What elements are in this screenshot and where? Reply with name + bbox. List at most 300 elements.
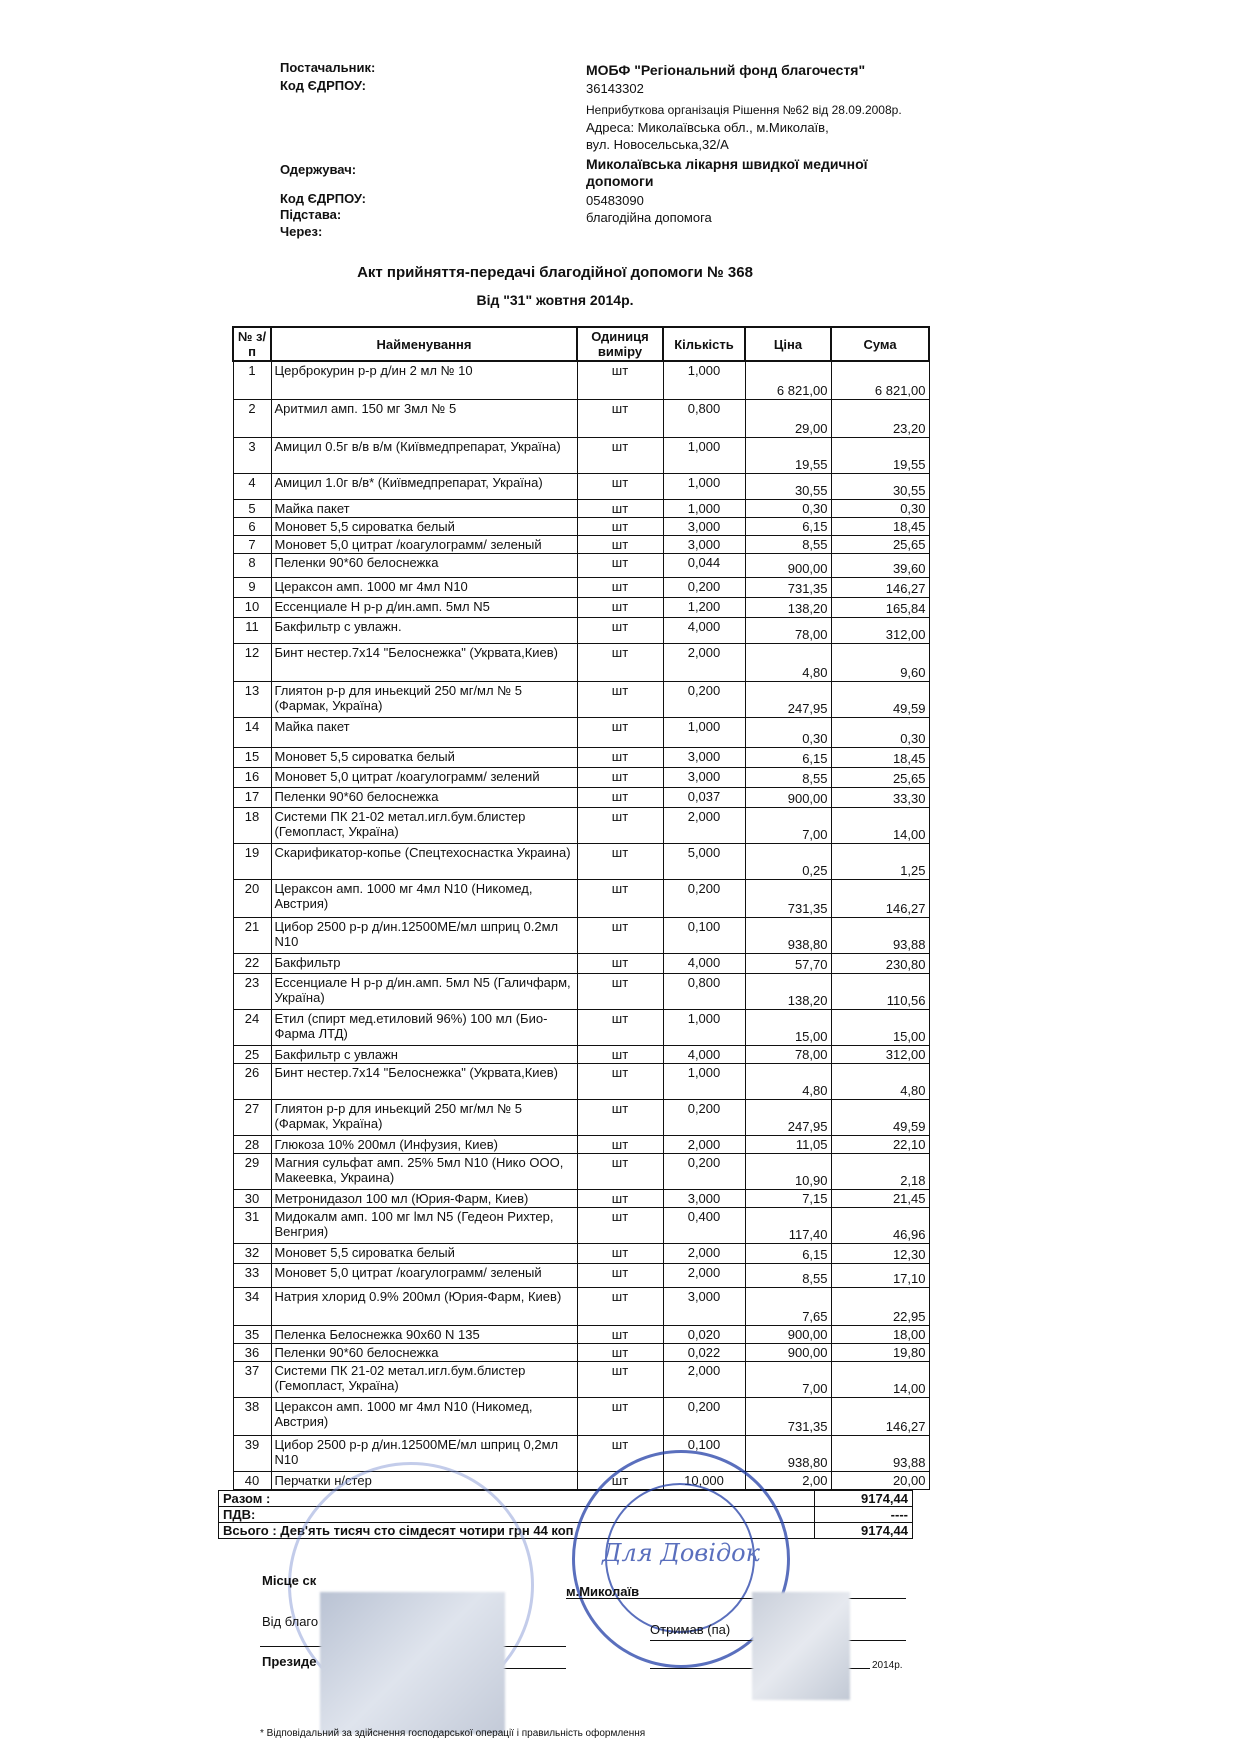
item-unit: шт	[577, 953, 663, 973]
item-name: Натрия хлорид 0.9% 200мл (Юрия-Фарм, Киев)	[271, 1287, 577, 1325]
item-price: 2,00	[745, 1471, 831, 1489]
supplier-label: Постачальник:	[280, 60, 376, 75]
item-qty: 2,000	[663, 1361, 745, 1397]
item-price: 900,00	[745, 787, 831, 807]
address-line-2: вул. Новосельська,32/А	[586, 137, 729, 152]
item-price: 938,80	[745, 917, 831, 953]
president-label: Президе	[262, 1654, 317, 1669]
item-price: 247,95	[745, 681, 831, 717]
item-qty: 0,200	[663, 879, 745, 917]
item-price: 7,00	[745, 807, 831, 843]
supplier-code-value: 36143302	[586, 81, 644, 96]
item-price: 117,40	[745, 1207, 831, 1243]
item-qty: 0,037	[663, 787, 745, 807]
item-sum: 93,88	[831, 1435, 929, 1471]
item-name: Етил (спирт мед.етиловий 96%) 100 мл (Био-Фарма ЛТД)	[271, 1009, 577, 1045]
item-no: 15	[233, 747, 271, 767]
item-qty: 1,000	[663, 437, 745, 473]
item-unit: шт	[577, 1099, 663, 1135]
item-no: 6	[233, 517, 271, 535]
item-no: 25	[233, 1045, 271, 1063]
item-no: 31	[233, 1207, 271, 1243]
item-price: 8,55	[745, 1263, 831, 1287]
item-unit: шт	[577, 399, 663, 437]
item-unit: шт	[577, 1287, 663, 1325]
table-row	[233, 953, 929, 973]
item-unit: шт	[577, 1471, 663, 1489]
total-label: Разом :	[219, 1491, 815, 1507]
item-sum: 23,20	[831, 399, 929, 437]
item-name: Пеленки 90*60 белоснежка	[271, 1343, 577, 1361]
col-header-qty: Кількість	[663, 327, 745, 361]
item-no: 9	[233, 577, 271, 597]
item-price: 0,30	[745, 717, 831, 747]
item-price: 4,80	[745, 1063, 831, 1099]
item-qty: 4,000	[663, 1045, 745, 1063]
item-name: Майка пакет	[271, 717, 577, 747]
basis-value: благодійна допомога	[586, 210, 712, 225]
redacted-signature-right	[752, 1592, 850, 1700]
item-name: Перчатки н/стер	[271, 1471, 577, 1489]
item-sum: 6 821,00	[831, 361, 929, 399]
item-qty: 2,000	[663, 807, 745, 843]
item-price: 138,20	[745, 597, 831, 617]
item-unit: шт	[577, 597, 663, 617]
table-row	[233, 1263, 929, 1287]
item-qty: 2,000	[663, 643, 745, 681]
item-sum: 312,00	[831, 617, 929, 643]
table-row	[233, 643, 929, 681]
item-sum: 14,00	[831, 1361, 929, 1397]
table-row	[233, 399, 929, 437]
item-price: 6,15	[745, 747, 831, 767]
item-unit: шт	[577, 1045, 663, 1063]
item-sum: 146,27	[831, 1397, 929, 1435]
item-name: Цибор 2500 р-р д/ин.12500МЕ/мл шприц 0.2мл N10	[271, 917, 577, 953]
item-unit: шт	[577, 787, 663, 807]
total-value: 9174,44	[815, 1491, 913, 1507]
item-sum: 1,25	[831, 843, 929, 879]
item-name: Майка пакет	[271, 499, 577, 517]
item-unit: шт	[577, 1063, 663, 1099]
item-no: 22	[233, 953, 271, 973]
item-sum: 12,30	[831, 1243, 929, 1263]
basis-label: Підстава:	[280, 207, 342, 222]
item-unit: шт	[577, 437, 663, 473]
item-unit: шт	[577, 681, 663, 717]
item-sum: 18,00	[831, 1325, 929, 1343]
item-price: 30,55	[745, 473, 831, 499]
table-row	[233, 577, 929, 597]
item-qty: 0,800	[663, 973, 745, 1009]
item-sum: 49,59	[831, 681, 929, 717]
item-qty: 3,000	[663, 517, 745, 535]
item-price: 15,00	[745, 1009, 831, 1045]
item-price: 11,05	[745, 1135, 831, 1153]
item-name: Цибор 2500 р-р д/ин.12500МЕ/мл шприц 0,2мл N10	[271, 1435, 577, 1471]
item-no: 28	[233, 1135, 271, 1153]
item-price: 19,55	[745, 437, 831, 473]
col-header-price: Ціна	[745, 327, 831, 361]
item-qty: 3,000	[663, 747, 745, 767]
item-no: 17	[233, 787, 271, 807]
item-name: Бакфильтр	[271, 953, 577, 973]
item-unit: шт	[577, 747, 663, 767]
item-unit: шт	[577, 917, 663, 953]
item-sum: 93,88	[831, 917, 929, 953]
table-row	[233, 1153, 929, 1189]
item-price: 7,65	[745, 1287, 831, 1325]
table-row	[233, 597, 929, 617]
round-stamp-text: Для Довідок	[602, 1539, 760, 1567]
receiver-value-1: Миколаївська лікарня швидкої медичної	[586, 156, 868, 172]
item-qty: 0,400	[663, 1207, 745, 1243]
item-sum: 9,60	[831, 643, 929, 681]
item-sum: 19,80	[831, 1343, 929, 1361]
item-name: Аритмил амп. 150 мг 3мл № 5	[271, 399, 577, 437]
item-name: Мидокалм амп. 100 мг lмл N5 (Гедеон Рихтер, Венгрия)	[271, 1207, 577, 1243]
col-header-no: № з/п	[233, 327, 271, 361]
item-no: 29	[233, 1153, 271, 1189]
item-price: 0,25	[745, 843, 831, 879]
item-no: 18	[233, 807, 271, 843]
item-name: Амицил 1.0г в/в* (Київмедпрепарат, Україна)	[271, 473, 577, 499]
items-table	[232, 326, 930, 1490]
item-qty: 1,000	[663, 1063, 745, 1099]
item-no: 39	[233, 1435, 271, 1471]
item-price: 29,00	[745, 399, 831, 437]
item-name: Магния сульфат амп. 25% 5мл N10 (Нико ООО, Макеевка, Украина)	[271, 1153, 577, 1189]
address-line-1: Адреса: Миколаївська обл., м.Миколаїв,	[586, 120, 829, 135]
received-label: Отримав (па)	[650, 1622, 731, 1637]
item-qty: 0,100	[663, 917, 745, 953]
item-no: 11	[233, 617, 271, 643]
item-no: 10	[233, 597, 271, 617]
receiver-code-label: Код ЄДРПОУ:	[280, 191, 366, 206]
item-sum: 20,00	[831, 1471, 929, 1489]
table-row	[233, 1099, 929, 1135]
col-header-unit: Одиниця виміру	[577, 327, 663, 361]
year-suffix: 2014р.	[872, 1660, 903, 1671]
item-no: 38	[233, 1397, 271, 1435]
grand-total-label: Всього : Дев'ять тисяч сто сімдесят чотири грн 44 коп	[219, 1523, 815, 1539]
item-sum: 33,30	[831, 787, 929, 807]
redacted-signature-left	[320, 1592, 505, 1734]
item-name: Цераксон амп. 1000 мг 4мл N10 (Никомед, Австрия)	[271, 1397, 577, 1435]
table-row	[233, 1189, 929, 1207]
item-sum: 14,00	[831, 807, 929, 843]
item-no: 14	[233, 717, 271, 747]
item-unit: шт	[577, 1361, 663, 1397]
item-unit: шт	[577, 717, 663, 747]
item-price: 78,00	[745, 617, 831, 643]
item-name: Глиятон р-р для иньекций 250 мг/мл № 5 (Фармак, Україна)	[271, 681, 577, 717]
item-sum: 2,18	[831, 1153, 929, 1189]
item-unit: шт	[577, 807, 663, 843]
table-row	[233, 1009, 929, 1045]
table-row	[233, 1287, 929, 1325]
item-name: Ессенциале Н р-р д/ин.амп. 5мл N5	[271, 597, 577, 617]
item-no: 30	[233, 1189, 271, 1207]
item-sum: 0,30	[831, 717, 929, 747]
item-sum: 46,96	[831, 1207, 929, 1243]
table-row	[233, 1135, 929, 1153]
item-sum: 30,55	[831, 473, 929, 499]
item-name: Бинт нестер.7x14 "Белоснежка" (Укрвата,Киев)	[271, 643, 577, 681]
item-unit: шт	[577, 767, 663, 787]
item-price: 57,70	[745, 953, 831, 973]
item-qty: 1,200	[663, 597, 745, 617]
item-no: 16	[233, 767, 271, 787]
table-row	[233, 473, 929, 499]
item-qty: 0,200	[663, 1099, 745, 1135]
table-row	[233, 361, 929, 399]
item-qty: 3,000	[663, 1287, 745, 1325]
item-qty: 4,000	[663, 617, 745, 643]
document-title: Акт прийняття-передачі благодійної допомоги № 368	[357, 264, 753, 281]
item-price: 138,20	[745, 973, 831, 1009]
item-no: 20	[233, 879, 271, 917]
item-qty: 1,000	[663, 473, 745, 499]
item-unit: шт	[577, 1207, 663, 1243]
item-no: 26	[233, 1063, 271, 1099]
item-no: 27	[233, 1099, 271, 1135]
item-name: Глиятон р-р для иньекций 250 мг/мл № 5 (Фармак, Україна)	[271, 1099, 577, 1135]
vat-value: ----	[815, 1507, 913, 1523]
item-sum: 146,27	[831, 577, 929, 597]
table-row	[233, 1063, 929, 1099]
item-price: 731,35	[745, 1397, 831, 1435]
item-qty: 5,000	[663, 843, 745, 879]
items-table-body	[233, 361, 929, 1489]
item-sum: 15,00	[831, 1009, 929, 1045]
item-price: 900,00	[745, 553, 831, 577]
item-no: 21	[233, 917, 271, 953]
item-unit: шт	[577, 1009, 663, 1045]
item-price: 900,00	[745, 1325, 831, 1343]
item-unit: шт	[577, 1343, 663, 1361]
item-qty: 1,000	[663, 717, 745, 747]
item-sum: 22,95	[831, 1287, 929, 1325]
item-unit: шт	[577, 517, 663, 535]
item-name: Ессенциале Н р-р д/ин.амп. 5мл N5 (Галичфарм, Україна)	[271, 973, 577, 1009]
item-unit: шт	[577, 361, 663, 399]
item-sum: 18,45	[831, 517, 929, 535]
item-no: 12	[233, 643, 271, 681]
table-row	[233, 1397, 929, 1435]
item-unit: шт	[577, 1397, 663, 1435]
item-name: Скарификатор-копье (Спецтехоснастка Украина)	[271, 843, 577, 879]
item-unit: шт	[577, 553, 663, 577]
item-qty: 2,000	[663, 1135, 745, 1153]
table-row	[233, 917, 929, 953]
item-unit: шт	[577, 1135, 663, 1153]
item-name: Моновет 5,0 цитрат /коагулограмм/ зеленый	[271, 535, 577, 553]
item-unit: шт	[577, 499, 663, 517]
item-no: 33	[233, 1263, 271, 1287]
item-sum: 4,80	[831, 1063, 929, 1099]
supplier-value: МОБФ "Регіональний фонд благочестя"	[586, 62, 866, 78]
table-row	[233, 879, 929, 917]
item-unit: шт	[577, 473, 663, 499]
item-sum: 110,56	[831, 973, 929, 1009]
table-row	[233, 617, 929, 643]
item-qty: 2,000	[663, 1263, 745, 1287]
item-name: Моновет 5,5 сироватка белый	[271, 517, 577, 535]
item-qty: 1,000	[663, 499, 745, 517]
table-row	[233, 787, 929, 807]
item-price: 0,30	[745, 499, 831, 517]
item-no: 32	[233, 1243, 271, 1263]
item-sum: 146,27	[831, 879, 929, 917]
vat-label: ПДВ:	[219, 1507, 815, 1523]
item-sum: 25,65	[831, 767, 929, 787]
item-unit: шт	[577, 879, 663, 917]
item-no: 36	[233, 1343, 271, 1361]
table-row	[233, 717, 929, 747]
item-name: Метронидазол 100 мл (Юрия-Фарм, Киев)	[271, 1189, 577, 1207]
item-price: 10,90	[745, 1153, 831, 1189]
col-header-sum: Сума	[831, 327, 929, 361]
item-name: Глюкоза 10% 200мл (Инфузия, Киев)	[271, 1135, 577, 1153]
item-name: Моновет 5,0 цитрат /коагулограмм/ зеленый	[271, 1263, 577, 1287]
item-qty: 4,000	[663, 953, 745, 973]
item-unit: шт	[577, 1263, 663, 1287]
item-name: Церброкурин р-р д/ин 2 мл № 10	[271, 361, 577, 399]
table-row	[233, 807, 929, 843]
item-qty: 0,022	[663, 1343, 745, 1361]
table-row	[233, 437, 929, 473]
item-no: 7	[233, 535, 271, 553]
item-no: 19	[233, 843, 271, 879]
item-no: 5	[233, 499, 271, 517]
item-qty: 0,020	[663, 1325, 745, 1343]
item-no: 23	[233, 973, 271, 1009]
table-row	[233, 1325, 929, 1343]
item-name: Системи ПК 21-02 метал.игл.бум.блистер (Гемопласт, Україна)	[271, 807, 577, 843]
item-unit: шт	[577, 535, 663, 553]
item-unit: шт	[577, 1243, 663, 1263]
item-price: 731,35	[745, 879, 831, 917]
item-unit: шт	[577, 1435, 663, 1471]
item-qty: 0,200	[663, 1397, 745, 1435]
table-row	[233, 1361, 929, 1397]
table-row	[233, 843, 929, 879]
item-price: 4,80	[745, 643, 831, 681]
item-qty: 1,000	[663, 1009, 745, 1045]
item-sum: 22,10	[831, 1135, 929, 1153]
item-price: 6,15	[745, 517, 831, 535]
item-price: 7,00	[745, 1361, 831, 1397]
via-label: Через:	[280, 224, 323, 239]
item-unit: шт	[577, 843, 663, 879]
item-sum: 21,45	[831, 1189, 929, 1207]
item-sum: 18,45	[831, 747, 929, 767]
table-row	[233, 1343, 929, 1361]
item-qty: 0,800	[663, 399, 745, 437]
item-price: 7,15	[745, 1189, 831, 1207]
item-qty: 0,200	[663, 577, 745, 597]
item-sum: 312,00	[831, 1045, 929, 1063]
item-qty: 0,100	[663, 1435, 745, 1471]
item-name: Пеленка Белоснежка 90x60 N 135	[271, 1325, 577, 1343]
item-name: Амицил 0.5г в/в в/м (Київмедпрепарат, Україна)	[271, 437, 577, 473]
table-row	[233, 1045, 929, 1063]
supplier-code-label: Код ЄДРПОУ:	[280, 78, 366, 93]
table-row	[233, 553, 929, 577]
item-qty: 3,000	[663, 767, 745, 787]
item-no: 1	[233, 361, 271, 399]
item-no: 8	[233, 553, 271, 577]
item-no: 35	[233, 1325, 271, 1343]
receiver-label: Одержувач:	[280, 162, 357, 177]
item-price: 731,35	[745, 577, 831, 597]
nonprofit-note: Неприбуткова організація Рішення №62 від 28.09.2008р.	[586, 103, 902, 117]
item-unit: шт	[577, 643, 663, 681]
item-sum: 25,65	[831, 535, 929, 553]
item-name: Бакфильтр с увлажн.	[271, 617, 577, 643]
item-sum: 165,84	[831, 597, 929, 617]
table-row	[233, 1435, 929, 1471]
item-no: 2	[233, 399, 271, 437]
item-name: Моновет 5,5 сироватка белый	[271, 747, 577, 767]
table-row	[233, 747, 929, 767]
item-qty: 10,000	[663, 1471, 745, 1489]
item-price: 6 821,00	[745, 361, 831, 399]
item-price: 247,95	[745, 1099, 831, 1135]
item-qty: 0,044	[663, 553, 745, 577]
item-sum: 230,80	[831, 953, 929, 973]
place-line	[566, 1598, 906, 1599]
item-name: Моновет 5,0 цитрат /коагулограмм/ зелений	[271, 767, 577, 787]
table-row	[233, 767, 929, 787]
grand-total-value: 9174,44	[815, 1523, 913, 1539]
item-price: 938,80	[745, 1435, 831, 1471]
table-row	[233, 499, 929, 517]
item-name: Системи ПК 21-02 метал.игл.бум.блистер (Гемопласт, Україна)	[271, 1361, 577, 1397]
receiver-value-2: допомоги	[586, 173, 654, 189]
col-header-name: Найменування	[271, 327, 577, 361]
item-qty: 3,000	[663, 1189, 745, 1207]
table-row	[233, 535, 929, 553]
item-qty: 2,000	[663, 1243, 745, 1263]
document-date: Від "31" жовтня 2014р.	[476, 292, 634, 308]
item-name: Цераксон амп. 1000 мг 4мл N10 (Никомед, Австрия)	[271, 879, 577, 917]
item-qty: 0,200	[663, 681, 745, 717]
item-unit: шт	[577, 617, 663, 643]
table-row	[233, 1207, 929, 1243]
item-name: Пеленки 90*60 белоснежка	[271, 787, 577, 807]
place-label: Місце ск	[262, 1573, 317, 1588]
item-unit: шт	[577, 1153, 663, 1189]
item-qty: 3,000	[663, 535, 745, 553]
item-unit: шт	[577, 577, 663, 597]
place-value: м.Миколаїв	[566, 1584, 640, 1599]
item-qty: 1,000	[663, 361, 745, 399]
item-unit: шт	[577, 1189, 663, 1207]
item-no: 24	[233, 1009, 271, 1045]
item-price: 8,55	[745, 767, 831, 787]
table-row	[233, 973, 929, 1009]
from-label: Від благо	[262, 1614, 319, 1629]
item-sum: 17,10	[831, 1263, 929, 1287]
item-no: 40	[233, 1471, 271, 1489]
item-unit: шт	[577, 973, 663, 1009]
footnote: * Відповідальний за здійснення господарської операції і правильність оформлення	[260, 1728, 646, 1739]
item-unit: шт	[577, 1325, 663, 1343]
item-sum: 0,30	[831, 499, 929, 517]
table-row	[233, 517, 929, 535]
